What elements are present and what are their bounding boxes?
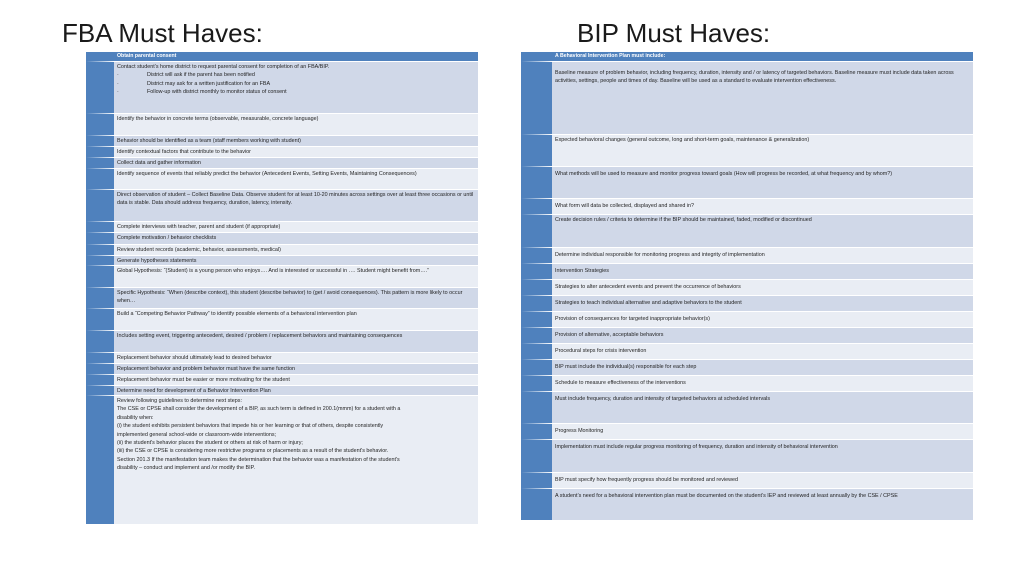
- bip-row: BIP must include the individual(s) responsible for each step: [521, 359, 973, 375]
- bip-row: Implementation must include regular progress monitoring of frequency, duration and intensity of behavioral intervention: [521, 439, 973, 472]
- bip-row: Strategies to teach individual alternative and adaptive behaviors to the student: [521, 295, 973, 311]
- guideline-line: Section 201.3 If the manifestation team makes the determination that the behavior was a manifestation of the student's: [117, 456, 400, 463]
- bip-row: Determine individual responsible for monitoring progress and integrity of implementation: [521, 247, 973, 263]
- fba-title: FBA Must Haves:: [62, 18, 263, 48]
- bip-row: Strategies to alter antecedent events and prevent the occurrence of behaviors: [521, 279, 973, 295]
- bip-row: What form will data be collected, displayed and shared in?: [521, 198, 973, 214]
- fba-row: Identify the behavior in concrete terms (observable, measurable, concrete language): [86, 113, 478, 135]
- bullet-icon: ·: [117, 80, 119, 87]
- fba-row: Review student records (academic, behavior, assessments, medical): [86, 244, 478, 255]
- consent-item-text: District will ask if the parent has been notified: [147, 72, 255, 79]
- bip-title: BIP Must Haves:: [577, 18, 771, 48]
- fba-row: Identify contextual factors that contribute to the behavior: [86, 146, 478, 157]
- bip-row: Provision of consequences for targeted inappropriate behavior(s): [521, 311, 973, 327]
- fba-row: Generate hypotheses statements: [86, 255, 478, 265]
- bip-row: Create decision rules / criteria to determine if the BIP should be maintained, faded, modified or discontinued: [521, 214, 973, 247]
- guideline-line: The CSE or CPSE shall consider the development of a BIP, as such term is defined in 200.1(mmm) for a student with a: [117, 406, 401, 413]
- guideline-line: (i) the student exhibits persistent behaviors that impede his or her learning or that of others, despite consistently: [117, 423, 384, 430]
- fba-row: Build a “Competing Behavior Pathway” to identify possible elements of a behavioral intervention plan: [86, 308, 478, 330]
- bip-row: Progress Monitoring: [521, 423, 973, 439]
- fba-row: Complete motivation / behavior checklists: [86, 232, 478, 244]
- fba-row: Global Hypothesis: “(Student) is a young person who enjoys…. And is interested or successful in …. Student might benefit from….”: [86, 265, 478, 287]
- consent-intro: Contact student’s home district to request parental consent for completion of an FBA/BIP.: [117, 64, 330, 70]
- bip-row: Schedule to measure effectiveness of the interventions: [521, 375, 973, 391]
- fba-row: Direct observation of student – Collect Baseline Data. Observe student for at least 10-20 minutes across settings over at least three occasions or until data is stable. Data should address frequency, duration, latency, intensity.: [86, 189, 478, 221]
- fba-row: Complete interviews with teacher, parent and student (if appropriate): [86, 221, 478, 232]
- fba-row: Determine need for development of a Behavior Intervention Plan: [86, 385, 478, 395]
- guideline-line: (ii) the student's behavior places the student or others at risk of harm or injury;: [117, 440, 303, 447]
- fba-row-guidelines: [86, 395, 478, 524]
- fba-row-consent: [86, 61, 478, 113]
- bip-row: A student’s need for a behavioral intervention plan must be documented on the student’s IEP and reviewed at least annually by the CSE / CPSE: [521, 488, 973, 520]
- bip-table-header: A Behavioral Intervention Plan must include:: [521, 52, 973, 61]
- fba-row: Replacement behavior should ultimately lead to desired behavior: [86, 352, 478, 363]
- guideline-line: (iii) the CSE or CPSE is considering more restrictive programs or placements as a result of the student's behavior.: [117, 448, 389, 455]
- bip-row: Intervention Strategies: [521, 263, 973, 279]
- guideline-line: disability when:: [117, 414, 154, 421]
- bip-row: Provision of alternative, acceptable behaviors: [521, 327, 973, 343]
- bip-row: Baseline measure of problem behavior, including frequency, duration, intensity and / or latency of targeted behaviors. Baseline measure must include data taken across activities, settings, people and times of day. Baseline will be used as a standard to evaluate intervention effectiveness.: [521, 61, 973, 134]
- consent-item: [117, 80, 475, 88]
- consent-item: [117, 88, 475, 96]
- fba-row: Identify sequence of events that reliably predict the behavior (Antecedent Events, Setting Events, Maintaining Consequences): [86, 168, 478, 189]
- guideline-line: disability – conduct and implement and /or modify the BIP.: [117, 465, 256, 472]
- bullet-icon: ·: [117, 89, 119, 96]
- guideline-line: Review following guidelines to determine next steps:: [117, 398, 242, 404]
- bip-row: What methods will be used to measure and monitor progress toward goals (How will progress be recorded, at what frequency and by whom?): [521, 166, 973, 198]
- fba-row: Behavior should be identified as a team (staff members working with student): [86, 135, 478, 146]
- fba-table: [86, 52, 478, 531]
- consent-item-text: District may ask for a written justification for an FBA: [147, 80, 271, 87]
- bip-row: Expected behavioral changes (general outcome, long and short-term goals, maintenance & generalization): [521, 134, 973, 166]
- fba-row: Collect data and gather information: [86, 157, 478, 168]
- bip-row: Procedural steps for crisis intervention: [521, 343, 973, 359]
- bip-table-body: [521, 61, 973, 520]
- fba-table-header: Obtain parental consent: [86, 52, 478, 61]
- bip-row: Must include frequency, duration and intensity of targeted behaviors at scheduled intervals: [521, 391, 973, 423]
- guideline-line: implemented general school-wide or classroom-wide interventions;: [117, 431, 277, 438]
- fba-row: Replacement behavior must be easier or more motivating for the student: [86, 374, 478, 385]
- bullet-icon: ·: [117, 72, 119, 79]
- fba-row: Includes setting event, triggering antecedent, desired / problem / replacement behaviors and maintaining consequences: [86, 330, 478, 352]
- fba-table-body: [86, 61, 478, 524]
- fba-row: Replacement behavior and problem behavior must have the same function: [86, 363, 478, 374]
- fba-row: Specific Hypothesis: “When (describe context), this student (describe behavior) to (get / avoid consequences). This pattern is more likely to occur when…: [86, 287, 478, 308]
- bip-row: BIP must specify how frequently progress should be monitored and reviewed: [521, 472, 973, 488]
- bip-table: [521, 52, 973, 524]
- consent-item-text: Follow-up with district monthly to monitor status of consent: [147, 89, 287, 96]
- consent-item: [117, 71, 475, 79]
